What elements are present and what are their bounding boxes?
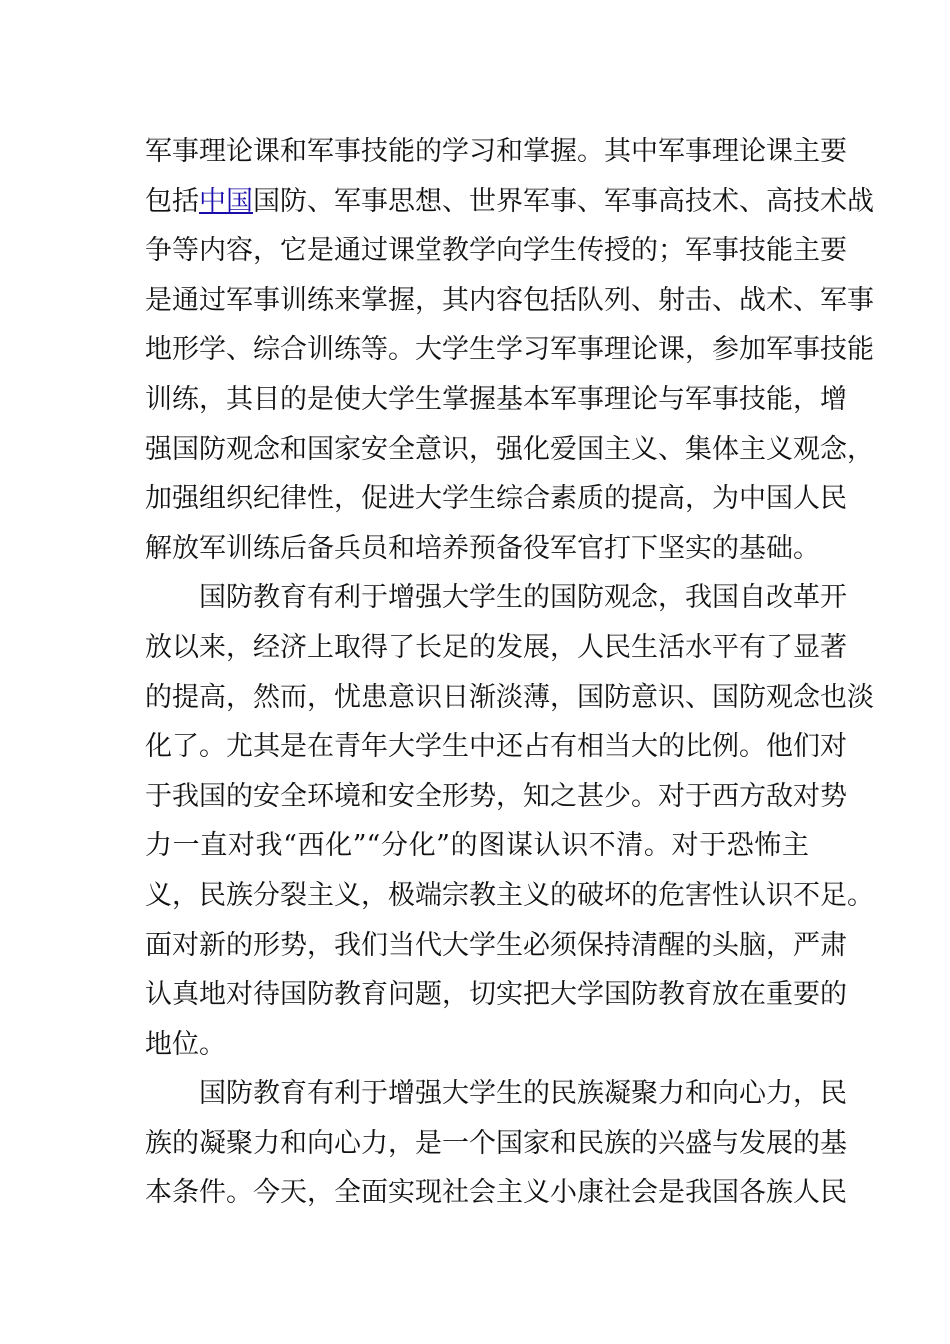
text-segment: 于我国的安全环境和安全形势，知之甚少。对于西方敌对势 bbox=[145, 780, 847, 812]
paragraph-line bbox=[145, 772, 847, 822]
paragraph-line bbox=[145, 673, 874, 723]
text-segment: 的提高，然而，忧患意识日渐淡薄，国防意识、国防观念也淡 bbox=[145, 681, 874, 713]
text-segment: 国防教育有利于增强大学生的民族凝聚力和向心力，民 bbox=[199, 1078, 847, 1110]
document-body bbox=[145, 127, 874, 1218]
text-segment: 军事理论课和军事技能的学习和掌握。其中军事理论课主要 bbox=[145, 136, 847, 167]
paragraph-line bbox=[145, 573, 847, 623]
text-segment: 是通过军事训练来掌握，其内容包括队列、射击、战术、军事 bbox=[145, 284, 874, 316]
text-segment: 解放军训练后备兵员和培养预备役军官打下坚实的基础。 bbox=[145, 532, 820, 564]
text-segment: 义，民族分裂主义，极端宗教主义的破坏的危害性认识不足。 bbox=[145, 879, 874, 911]
paragraph-line bbox=[145, 276, 874, 326]
paragraph-line bbox=[145, 375, 847, 425]
text-segment: 国防教育有利于增强大学生的国防观念，我国自改革开 bbox=[199, 582, 847, 614]
paragraph-line bbox=[145, 1069, 847, 1119]
paragraph-line bbox=[145, 722, 847, 772]
paragraph-line bbox=[145, 1119, 847, 1169]
text-segment: 强国防观念和国家安全意识，强化爱国主义、集体主义观念， bbox=[145, 433, 874, 465]
paragraph-line bbox=[145, 177, 874, 227]
paragraph-line bbox=[145, 821, 809, 871]
text-segment: 面对新的形势，我们当代大学生必须保持清醒的头脑，严肃 bbox=[145, 929, 847, 961]
text-segment: 本条件。今天，全面实现社会主义小康社会是我国各族人民 bbox=[145, 1177, 847, 1209]
text-segment: 加强组织纪律性，促进大学生综合素质的提高，为中国人民 bbox=[145, 483, 847, 515]
text-segment: 力一直对我“西化”“分化”的图谋认识不清。对于恐怖主 bbox=[145, 830, 809, 862]
text-segment: 放以来，经济上取得了长足的发展，人民生活水平有了显著 bbox=[145, 631, 847, 663]
paragraph-line bbox=[145, 325, 874, 375]
paragraph-line bbox=[145, 524, 820, 574]
text-segment: 地位。 bbox=[145, 1028, 226, 1060]
paragraph-line bbox=[145, 474, 847, 524]
paragraph-line bbox=[145, 1168, 847, 1218]
text-segment: 包括 bbox=[145, 185, 199, 217]
paragraph-line bbox=[145, 226, 847, 276]
link-zhongguo[interactable]: 中国 bbox=[199, 185, 253, 217]
paragraph-line bbox=[145, 921, 847, 971]
text-segment: 地形学、综合训练等。大学生学习军事理论课，参加军事技能 bbox=[145, 334, 874, 366]
text-segment: 国防、军事思想、世界军事、军事高技术、高技术战 bbox=[253, 185, 874, 217]
text-segment: 族的凝聚力和向心力，是一个国家和民族的兴盛与发展的基 bbox=[145, 1127, 847, 1159]
paragraph-line bbox=[145, 871, 874, 921]
paragraph-line bbox=[145, 127, 847, 177]
text-segment: 训练，其目的是使大学生掌握基本军事理论与军事技能，增 bbox=[145, 383, 847, 415]
paragraph-line bbox=[145, 425, 874, 475]
text-segment: 化了。尤其是在青年大学生中还占有相当大的比例。他们对 bbox=[145, 731, 847, 763]
text-segment: 认真地对待国防教育问题，切实把大学国防教育放在重要的 bbox=[145, 979, 847, 1011]
paragraph-line bbox=[145, 970, 847, 1020]
paragraph-line bbox=[145, 623, 847, 673]
text-segment: 争等内容，它是通过课堂教学向学生传授的；军事技能主要 bbox=[145, 235, 847, 267]
paragraph-line bbox=[145, 1020, 809, 1070]
